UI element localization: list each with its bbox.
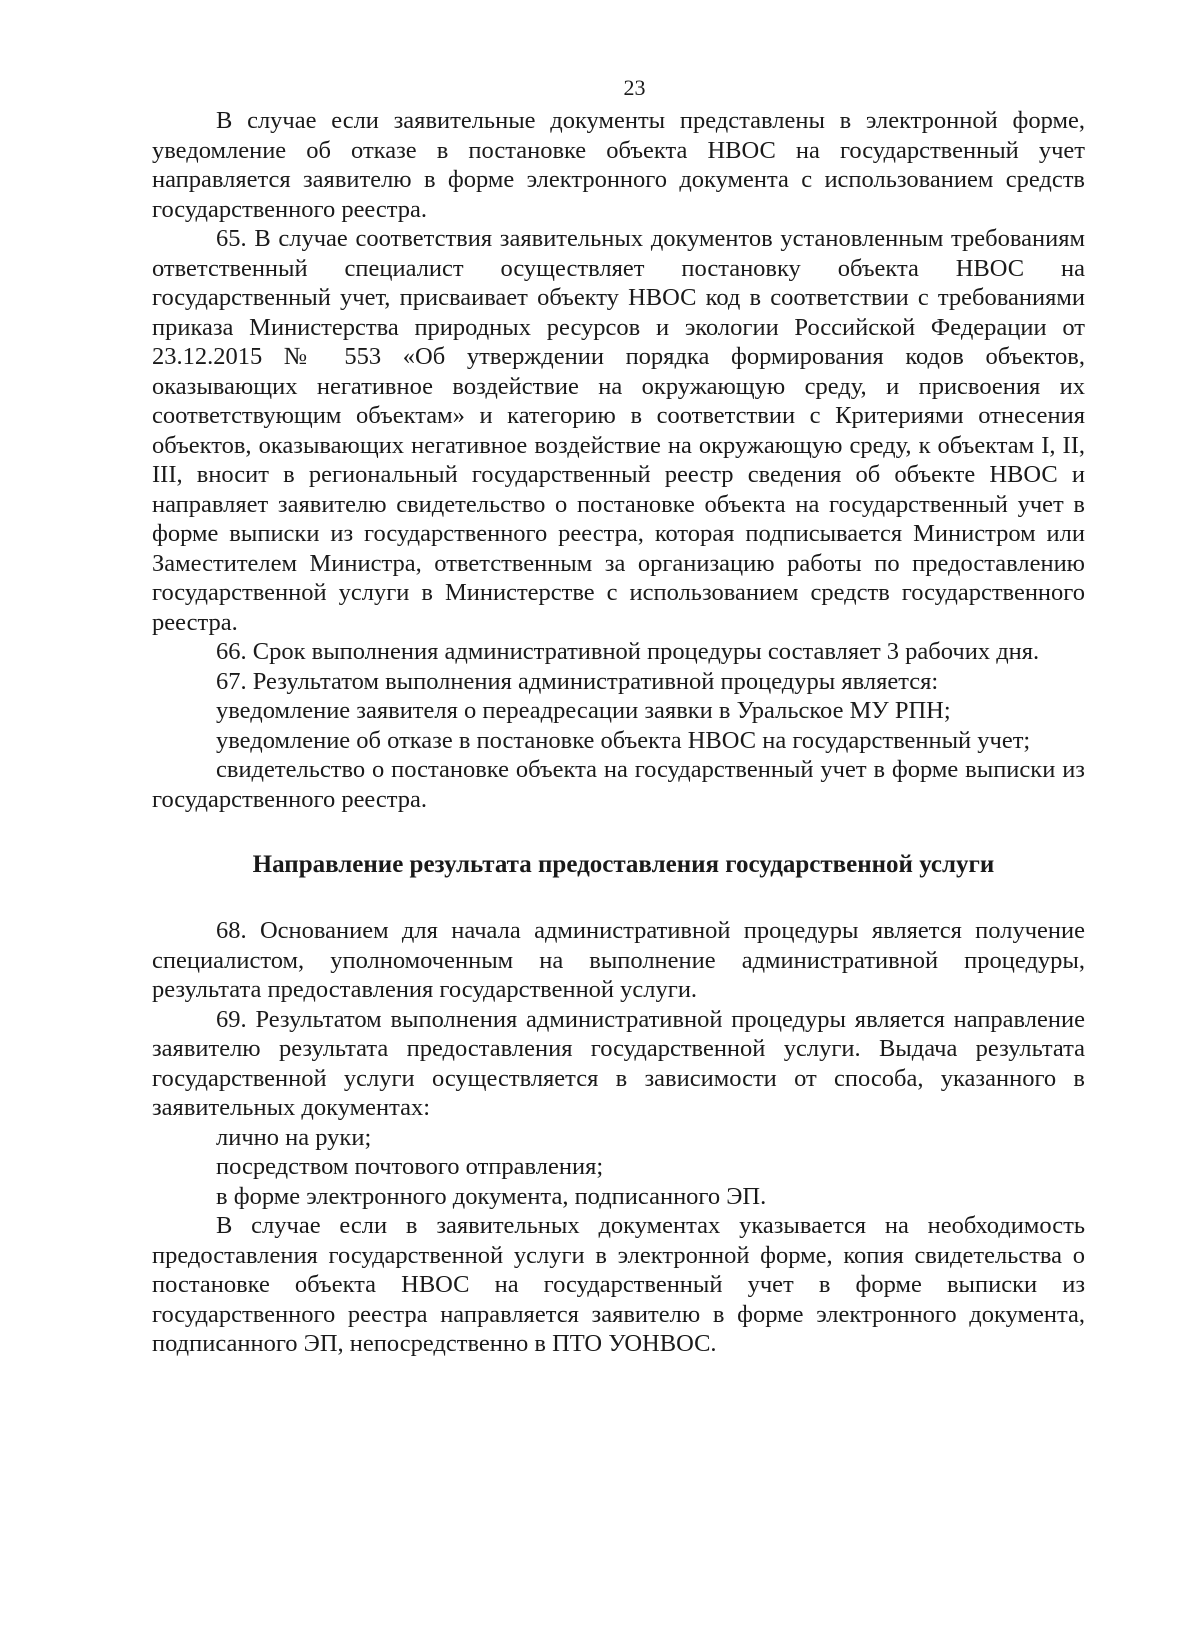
paragraph-65: 65. В случае соответствия заявительных документов установленным требованиям ответственный специалист осуществляет постановку объекта НВОС на государственный учет, присваивает объекту НВОС код в соответствии с требованиями приказа Министерства природных ресурсов и экологии Российской Федерации от 23.12.2015 № 553 «Об утверждении порядка формирования кодов объектов, оказывающих негативное воздействие на окружающую среду, и присвоения их соответствующим объектам» и категорию в соответствии с Критериями отнесения объектов, оказывающих негативное воздействие на окружающую среду, к объектам I, II, III, вносит в региональный государственный реестр сведения об объекте НВОС и направляет заявителю свидетельство о постановке объекта на государственный учет в форме выписки из государственного реестра, которая подписывается Министром или Заместителем Министра, ответственным за организацию работы по предоставлению государственной услуги в Министерстве с использованием средств государственного реестра. — [152, 225, 1085, 636]
paragraph-67: 67. Результатом выполнения административной процедуры является: — [216, 667, 939, 695]
delivery-method-mail: посредством почтового отправления; — [216, 1153, 604, 1180]
section-heading: Направление результата предоставления государственной услуги — [252, 851, 995, 878]
result-item-certificate: свидетельство о постановке объекта на государственный учет в форме выписки из государственного реестра. — [152, 756, 1085, 813]
result-item-refusal: уведомление об отказе в постановке объекта НВОС на государственный учет; — [216, 726, 1031, 754]
paragraph-electronic-refusal: В случае если заявительные документы представлены в электронной форме, уведомление об отказе в постановке объекта НВОС на государственный учет направляется заявителю в форме электронного документа с использованием средств государственного реестра. — [152, 107, 1085, 223]
delivery-method-electronic: в форме электронного документа, подписанного ЭП. — [216, 1182, 767, 1210]
paragraph-69: 69. Результатом выполнения административной процедуры является направление заявителю результата предоставления государственной услуги. Выдача результата государственной услуги осуществляется в зависимости от способа, указанного в заявительных документах: — [152, 1005, 1085, 1121]
page-number: 23 — [623, 75, 646, 100]
delivery-method-in-person: лично на руки; — [216, 1123, 372, 1151]
result-item-redirect: уведомление заявителя о переадресации заявки в Уральское МУ РПН; — [216, 697, 951, 724]
paragraph-66: 66. Срок выполнения административной процедуры составляет 3 рабочих дня. — [216, 638, 1040, 665]
paragraph-electronic-delivery: В случае если в заявительных документах указывается на необходимость предоставления государственной услуги в электронной форме, копия свидетельства о постановке объекта НВОС на государственный учет в форме выписки из государственного реестра направляется заявителю в форме электронного документа, подписанного ЭП, непосредственно в ПТО УОНВОС. — [152, 1212, 1085, 1357]
paragraph-68: 68. Основанием для начала административной процедуры является получение специалистом, уполномоченным на выполнение административной процедуры, результата предоставления государственной услуги. — [152, 917, 1085, 1003]
